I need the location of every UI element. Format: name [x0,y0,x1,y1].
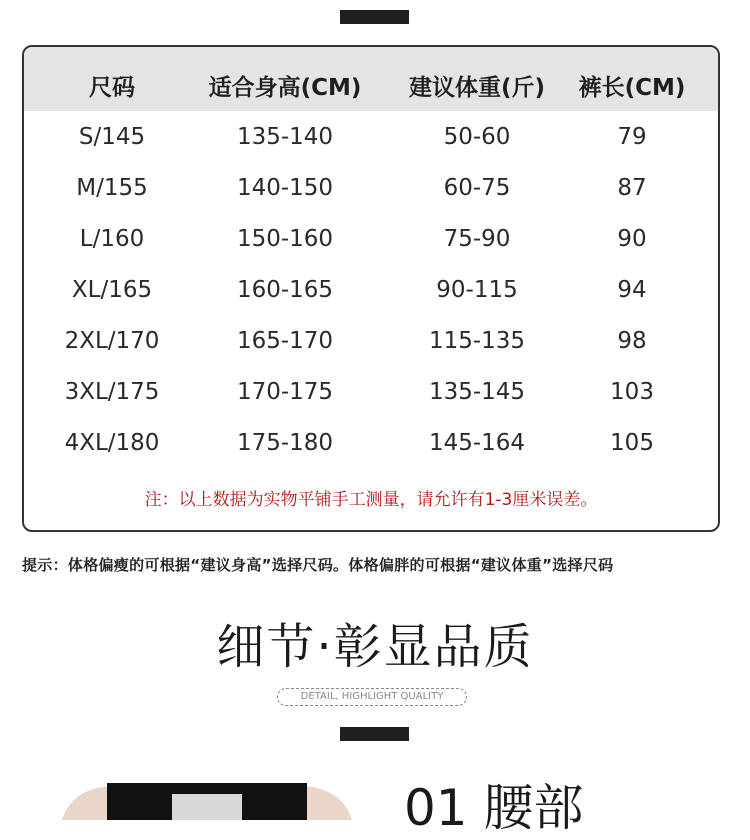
table-cell: 60-75 [443,175,511,201]
table-cell: 87 [617,175,647,201]
table-cell: 135-145 [428,379,526,405]
table-cell: 145-164 [428,430,526,456]
table-cell: 94 [617,277,647,303]
table-cell: M/155 [76,175,148,201]
section-title: 01 腰部 [404,779,584,837]
table-cell: 165-170 [236,328,334,354]
table-cell: 140-150 [236,175,334,201]
size-chart-table [22,45,720,532]
table-cell: 50-60 [443,124,511,150]
details-heading: 细节·彰显品质 [216,619,534,675]
table-cell: 150-160 [236,226,334,252]
table-cell: 103 [610,379,654,405]
table-cell: 105 [610,430,654,456]
measurement-note: 注：以上数据为实物平铺手工测量，请允许有1-3厘米误差。 [144,490,598,510]
mid-divider-bar [340,727,409,741]
table-cell: 175-180 [236,430,334,456]
table-cell: 90-115 [436,277,518,303]
header-height: 适合身高(CM) [208,75,362,101]
table-cell: 3XL/175 [64,379,160,405]
table-cell: XL/165 [71,277,153,303]
table-cell: L/160 [79,226,145,252]
header-weight: 建议体重(斤) [408,75,546,101]
model-photo [52,780,352,820]
table-cell: 170-175 [236,379,334,405]
table-cell: 115-135 [428,328,526,354]
table-cell: S/145 [78,124,146,150]
top-divider-bar [340,10,409,24]
table-cell: 75-90 [443,226,511,252]
details-subtitle: DETAIL, HIGHLIGHT QUALITY [277,688,467,706]
table-cell: 4XL/180 [64,430,160,456]
table-cell: 135-140 [236,124,334,150]
header-length: 裤长(CM) [578,75,686,101]
table-cell: 2XL/170 [64,328,160,354]
table-cell: 79 [617,124,647,150]
header-size: 尺码 [89,75,135,101]
table-cell: 160-165 [236,277,334,303]
table-header [24,47,718,111]
table-cell: 90 [617,226,647,252]
table-cell: 98 [617,328,647,354]
size-tip: 提示：体格偏瘦的可根据“建议身高”选择尺码。体格偏胖的可根据“建议体重”选择尺码 [22,556,614,574]
